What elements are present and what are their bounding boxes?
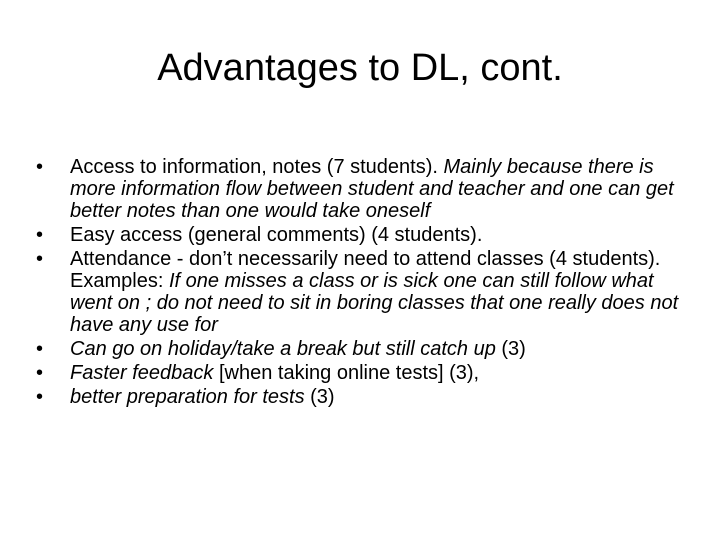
bullet-item bbox=[36, 362, 686, 384]
bullet-text: Access to information, notes (7 students). bbox=[70, 156, 444, 178]
bullet-text: (3) bbox=[495, 338, 526, 360]
bullet-text: [when taking online tests] (3), bbox=[213, 362, 480, 384]
bullet-text-italic: Mainly because there is more information flow between student and teacher and one can get better notes than one would take oneself bbox=[70, 156, 674, 222]
bullet-dot: • bbox=[36, 156, 44, 178]
bullet-text-italic: If one misses a class or is sick one can still follow what went on ; do not need to sit in boring classes that one really does not have any use for bbox=[70, 270, 679, 336]
bullet-list bbox=[36, 156, 686, 410]
bullet-dot: • bbox=[36, 338, 44, 360]
bullet-dot: • bbox=[36, 386, 44, 408]
bullet-dot: • bbox=[36, 224, 44, 246]
slide-title: Advantages to DL, cont. bbox=[157, 47, 563, 89]
bullet-text-italic: better preparation for tests bbox=[70, 386, 305, 408]
bullet-text: Easy access (general comments) (4 students). bbox=[70, 224, 483, 246]
bullet-text-italic: Can go on holiday/take a break but still catch up bbox=[70, 338, 496, 360]
bullet-dot: • bbox=[36, 362, 44, 384]
bullet-dot: • bbox=[36, 248, 44, 270]
bullet-item bbox=[36, 224, 686, 246]
bullet-item bbox=[36, 386, 686, 408]
bullet-item bbox=[36, 248, 686, 336]
bullet-item bbox=[36, 156, 686, 222]
bullet-item bbox=[36, 338, 686, 360]
bullet-text: Attendance - don’t necessarily need to attend classes (4 students). Examples: bbox=[70, 248, 661, 292]
bullet-text-italic: Faster feedback bbox=[70, 362, 214, 384]
bullet-text: (3) bbox=[304, 386, 335, 408]
